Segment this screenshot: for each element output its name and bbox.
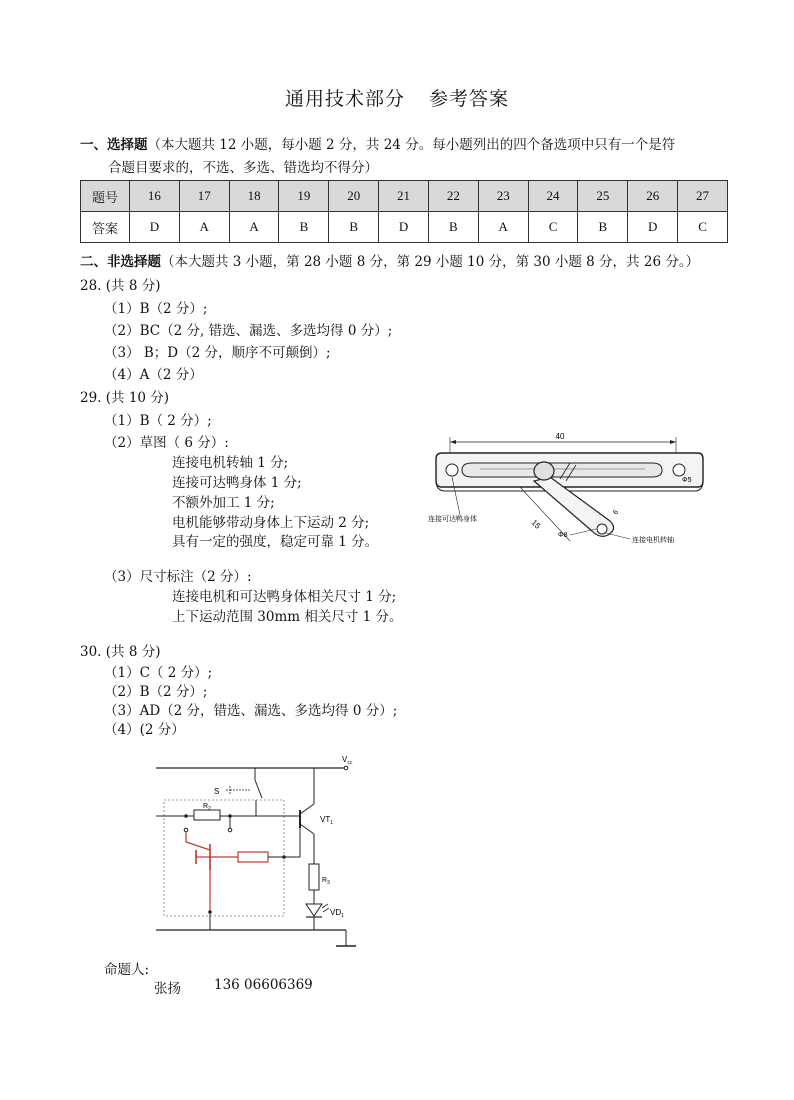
leader-motor: [606, 533, 630, 539]
title-sub: 参考答案: [429, 88, 510, 110]
resistor-r3: [309, 864, 319, 890]
q30-item-3: （3）AD（2 分，错选、漏选、多选均得 0 分）;: [104, 703, 398, 719]
added-resistor: [238, 852, 268, 862]
q30-item-2: （2）B（2 分）;: [104, 684, 208, 700]
switch-actuator: [226, 786, 250, 794]
author-phone: 136 06606369: [214, 977, 313, 993]
question-number-cell: 27: [678, 181, 728, 212]
switch-label: S: [214, 787, 220, 796]
q29-item-3: （3）尺寸标注（2 分）:: [104, 569, 252, 585]
label-connect-motor: 连接电机转轴: [632, 537, 674, 544]
answer-cell: A: [179, 212, 229, 243]
q29-dim-point: 上下运动范围 30mm 相关尺寸 1 分。: [172, 609, 403, 625]
question-number-cell: 20: [329, 181, 379, 212]
q29-sketch-point: 电机能够带动身体上下运动 2 分;: [172, 515, 370, 531]
q30-item-1: （1）C（ 2 分）;: [104, 665, 213, 681]
q29-sketch-point: 连接可达鸭身体 1 分;: [172, 475, 302, 491]
answer-cell: B: [578, 212, 628, 243]
dim-15-label: 15: [529, 518, 543, 531]
arm-motor-hole: [597, 524, 607, 534]
vd1-label: $VD_1$: [330, 908, 344, 919]
dim-phi8-leader: [570, 529, 596, 535]
pin-cylinder: [534, 462, 554, 480]
answer-table: [80, 180, 728, 243]
answer-cell: C: [528, 212, 578, 243]
q29-item-1: （1）B（ 2 分）;: [104, 413, 212, 429]
title-main: 通用技术部分: [284, 88, 405, 110]
node: [184, 814, 188, 818]
hole-left: [446, 464, 458, 476]
hole-right: [673, 464, 685, 476]
label-connect-body: 连接可达鸭身体: [428, 516, 477, 523]
q28-item-1: （1）B（2 分）;: [104, 301, 208, 317]
answer-row: [81, 212, 728, 243]
question-number-cell: 17: [179, 181, 229, 212]
row-label-answer: 答案: [81, 212, 130, 243]
answer-cell: B: [428, 212, 478, 243]
dim-40-arrow-right: [670, 440, 676, 444]
section2-line: [80, 250, 699, 270]
r2-label: $R_2$: [203, 803, 211, 812]
question-number-cell: 26: [628, 181, 678, 212]
answer-cell: D: [130, 212, 180, 243]
terminal: [184, 828, 188, 832]
led-vd1: [306, 904, 322, 916]
page-title: [0, 84, 794, 111]
answer-cell: B: [279, 212, 329, 243]
answer-cell: D: [628, 212, 678, 243]
section1-heading: 一、选择题: [80, 137, 148, 153]
question-number-cell: 21: [379, 181, 429, 212]
led-light-arrow: [322, 904, 328, 908]
circuit-diagram: [150, 752, 370, 954]
answer-cell: A: [229, 212, 279, 243]
vcc-label: $V_{cc}$: [342, 755, 353, 766]
question-number-cell: 19: [279, 181, 329, 212]
question-number-cell: 16: [130, 181, 180, 212]
answer-cell: D: [379, 212, 429, 243]
q29-sketch-point: 具有一定的强度，稳定可靠 1 分。: [172, 534, 379, 550]
author-name: 张扬: [154, 981, 181, 997]
q28-item-3: （3） B；D（2 分，顺序不可颠倒）;: [104, 345, 331, 361]
bracket-sketch-figure: [420, 425, 720, 555]
vt1-emitter: [300, 824, 314, 834]
section1-line1: [80, 133, 675, 153]
terminal: [228, 828, 232, 832]
r3-label: $R_3$: [322, 877, 330, 886]
question-number-cell: 18: [229, 181, 279, 212]
q30-item-4: （4）(2 分）: [104, 722, 185, 738]
answer-cell: B: [329, 212, 379, 243]
dim-phi8-label: Φ8: [558, 532, 568, 539]
plate-slot: [462, 463, 662, 477]
author-label: 命题人:: [104, 962, 150, 978]
q28-head: 28. (共 8 分): [80, 278, 161, 294]
q29-item-2: （2）草图（ 6 分）:: [104, 435, 229, 451]
q29-dim-point: 连接电机和可达鸭身体相关尺寸 1 分;: [172, 589, 397, 605]
vcc-terminal: [344, 766, 348, 770]
q28-item-4: （4）A（2 分）: [104, 367, 203, 383]
row-label-question: 题号: [81, 181, 130, 212]
section2-desc: （本大题共 3 小题，第 28 小题 8 分，第 29 小题 10 分，第 30 小题 8 分，共 26 分。）: [161, 254, 700, 270]
switch-blade: [255, 780, 262, 798]
dim-40-arrow-left: [450, 440, 456, 444]
q29-sketch-point: 连接电机转轴 1 分;: [172, 455, 289, 471]
question-number-row: [81, 181, 728, 212]
resistor-r2: [194, 810, 220, 820]
question-number-cell: 22: [428, 181, 478, 212]
q29-sketch-point: 不额外加工 1 分;: [172, 495, 275, 511]
q29-head: 29. (共 10 分): [80, 390, 170, 406]
led-light-arrow: [323, 908, 329, 912]
question-number-cell: 24: [528, 181, 578, 212]
question-number-cell: 23: [478, 181, 528, 212]
q30-head: 30. (共 8 分): [80, 644, 161, 660]
section1-desc1: （本大题共 12 小题，每小题 2 分，共 24 分。每小题列出的四个备选项中只有一个是符: [147, 137, 676, 153]
answer-cell: C: [678, 212, 728, 243]
section2-heading: 二、非选择题: [80, 254, 161, 270]
answer-cell: A: [478, 212, 528, 243]
added-wire: [186, 842, 210, 850]
q28-item-2: （2）BC（2 分, 错选、漏选、多选均得 0 分）;: [104, 323, 393, 339]
dim-phi5-label: Φ5: [682, 477, 692, 484]
dim-40-label: 40: [555, 432, 565, 441]
dim-6-label: 6: [612, 508, 621, 517]
section1-desc2: 合题目要求的，不选、多选、错选均不得分）: [108, 160, 378, 176]
vt1-collector: [300, 804, 314, 814]
vt1-label: $VT_1$: [320, 815, 334, 826]
question-number-cell: 25: [578, 181, 628, 212]
